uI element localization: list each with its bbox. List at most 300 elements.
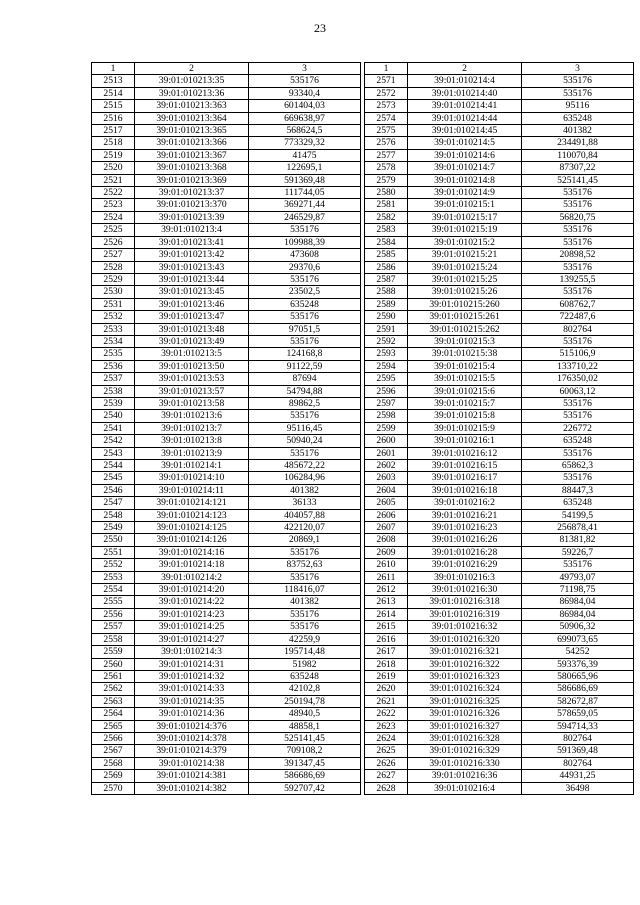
value-cell: 54199,5 (522, 509, 634, 521)
cadastral-number-cell: 39:01:010214:1 (135, 460, 249, 472)
cadastral-number-cell: 39:01:010215:38 (408, 348, 522, 360)
row-number-cell: 2565 (92, 720, 135, 732)
table-row (92, 323, 361, 335)
row-number-cell: 2589 (365, 298, 408, 310)
row-number-cell: 2574 (365, 112, 408, 124)
column-header: 3 (522, 63, 634, 75)
cadastral-number-cell: 39:01:010213:7 (135, 422, 249, 434)
row-number-cell: 2539 (92, 397, 135, 409)
cadastral-number-cell: 39:01:010214:376 (135, 720, 249, 732)
cadastral-number-cell: 39:01:010213:363 (135, 100, 249, 112)
row-number-cell: 2628 (365, 782, 408, 794)
row-number-cell: 2614 (365, 608, 408, 620)
cadastral-number-cell: 39:01:010216:15 (408, 460, 522, 472)
table-row (92, 782, 361, 794)
row-number-cell: 2521 (92, 174, 135, 186)
cadastral-number-cell: 39:01:010214:25 (135, 621, 249, 633)
row-number-cell: 2597 (365, 397, 408, 409)
row-number-cell: 2542 (92, 435, 135, 447)
cadastral-number-cell: 39:01:010216:320 (408, 633, 522, 645)
value-cell: 97051,5 (249, 323, 361, 335)
cadastral-number-cell: 39:01:010215:24 (408, 261, 522, 273)
table-row (365, 397, 634, 409)
table-row (92, 447, 361, 459)
value-cell: 51982 (249, 658, 361, 670)
row-number-cell: 2545 (92, 472, 135, 484)
value-cell: 535176 (249, 546, 361, 558)
table-row (365, 335, 634, 347)
table-row (92, 683, 361, 695)
cadastral-number-cell: 39:01:010213:9 (135, 447, 249, 459)
table-row (365, 509, 634, 521)
table-row (365, 75, 634, 87)
value-cell: 391347,45 (249, 757, 361, 769)
value-cell: 59226,7 (522, 546, 634, 558)
cadastral-number-cell: 39:01:010216:322 (408, 658, 522, 670)
row-number-cell: 2552 (92, 559, 135, 571)
cadastral-number-cell: 39:01:010214:10 (135, 472, 249, 484)
value-cell: 109988,39 (249, 236, 361, 248)
table-row (92, 149, 361, 161)
cadastral-number-cell: 39:01:010214:44 (408, 112, 522, 124)
value-cell: 535176 (522, 447, 634, 459)
row-number-cell: 2618 (365, 658, 408, 670)
cadastral-number-cell: 39:01:010213:41 (135, 236, 249, 248)
table-row (92, 633, 361, 645)
table-row (365, 298, 634, 310)
value-cell: 93340,4 (249, 87, 361, 99)
value-cell: 601404,03 (249, 100, 361, 112)
cadastral-number-cell: 39:01:010214:35 (135, 695, 249, 707)
row-number-cell: 2525 (92, 224, 135, 236)
value-cell: 71198,75 (522, 584, 634, 596)
row-number-cell: 2544 (92, 460, 135, 472)
cadastral-number-cell: 39:01:010214:379 (135, 745, 249, 757)
row-number-cell: 2593 (365, 348, 408, 360)
value-cell: 535176 (522, 410, 634, 422)
cadastral-number-cell: 39:01:010213:50 (135, 360, 249, 372)
table-row (365, 646, 634, 658)
cadastral-number-cell: 39:01:010213:44 (135, 273, 249, 285)
cadastral-number-cell: 39:01:010213:46 (135, 298, 249, 310)
value-cell: 20898,52 (522, 249, 634, 261)
cadastral-number-cell: 39:01:010213:37 (135, 187, 249, 199)
row-number-cell: 2518 (92, 137, 135, 149)
cadastral-number-cell: 39:01:010216:1 (408, 435, 522, 447)
value-cell: 106284,96 (249, 472, 361, 484)
table-row (365, 422, 634, 434)
row-number-cell: 2623 (365, 720, 408, 732)
value-cell: 60063,12 (522, 385, 634, 397)
value-cell: 401382 (522, 125, 634, 137)
cadastral-number-cell: 39:01:010216:3 (408, 571, 522, 583)
cadastral-number-cell: 39:01:010215:4 (408, 360, 522, 372)
cadastral-number-cell: 39:01:010214:378 (135, 732, 249, 744)
row-number-cell: 2528 (92, 261, 135, 273)
value-cell: 110070,84 (522, 149, 634, 161)
row-number-cell: 2526 (92, 236, 135, 248)
row-number-cell: 2519 (92, 149, 135, 161)
table-row (92, 385, 361, 397)
cadastral-number-cell: 39:01:010215:262 (408, 323, 522, 335)
table-row (92, 497, 361, 509)
row-number-cell: 2531 (92, 298, 135, 310)
table-row (365, 782, 634, 794)
table-row (365, 187, 634, 199)
value-cell: 48940,5 (249, 708, 361, 720)
cadastral-number-cell: 39:01:010213:48 (135, 323, 249, 335)
row-number-cell: 2514 (92, 87, 135, 99)
value-cell: 535176 (522, 224, 634, 236)
table-row (365, 596, 634, 608)
value-cell: 535176 (249, 621, 361, 633)
row-number-cell: 2546 (92, 484, 135, 496)
row-number-cell: 2621 (365, 695, 408, 707)
row-number-cell: 2603 (365, 472, 408, 484)
table-row (365, 621, 634, 633)
row-number-cell: 2604 (365, 484, 408, 496)
table-row (365, 732, 634, 744)
cadastral-number-cell: 39:01:010213:6 (135, 410, 249, 422)
cadastral-number-cell: 39:01:010214:40 (408, 87, 522, 99)
table-row (365, 559, 634, 571)
table-row (365, 100, 634, 112)
cadastral-number-cell: 39:01:010213:35 (135, 75, 249, 87)
row-number-cell: 2558 (92, 633, 135, 645)
value-cell: 56820,75 (522, 211, 634, 223)
value-cell: 535176 (522, 75, 634, 87)
row-number-cell: 2578 (365, 162, 408, 174)
cadastral-number-cell: 39:01:010214:7 (408, 162, 522, 174)
row-number-cell: 2548 (92, 509, 135, 521)
table-row (365, 571, 634, 583)
row-number-cell: 2516 (92, 112, 135, 124)
row-number-cell: 2532 (92, 311, 135, 323)
row-number-cell: 2523 (92, 199, 135, 211)
value-cell: 535176 (249, 410, 361, 422)
column-header: 1 (92, 63, 135, 75)
value-cell: 535176 (522, 199, 634, 211)
table-row (92, 720, 361, 732)
table-row (365, 360, 634, 372)
cadastral-number-cell: 39:01:010214:121 (135, 497, 249, 509)
cadastral-number-cell: 39:01:010216:21 (408, 509, 522, 521)
row-number-cell: 2586 (365, 261, 408, 273)
table-row (365, 236, 634, 248)
cadastral-number-cell: 39:01:010214:11 (135, 484, 249, 496)
table-row (365, 87, 634, 99)
cadastral-number-cell: 39:01:010214:125 (135, 522, 249, 534)
row-number-cell: 2559 (92, 646, 135, 658)
table-row (92, 522, 361, 534)
row-number-cell: 2561 (92, 670, 135, 682)
row-number-cell: 2609 (365, 546, 408, 558)
table-row (92, 187, 361, 199)
cadastral-number-cell: 39:01:010215:19 (408, 224, 522, 236)
cadastral-number-cell: 39:01:010215:3 (408, 335, 522, 347)
value-cell: 42102,8 (249, 683, 361, 695)
value-cell: 535176 (249, 75, 361, 87)
value-cell: 20869,1 (249, 534, 361, 546)
value-cell: 473608 (249, 249, 361, 261)
row-number-cell: 2605 (365, 497, 408, 509)
cadastral-number-cell: 39:01:010214:16 (135, 546, 249, 558)
value-cell: 580665,96 (522, 670, 634, 682)
cadastral-number-cell: 39:01:010214:20 (135, 584, 249, 596)
row-number-cell: 2611 (365, 571, 408, 583)
value-cell: 401382 (249, 596, 361, 608)
table-row (92, 410, 361, 422)
column-header: 2 (408, 63, 522, 75)
value-cell: 535176 (249, 447, 361, 459)
row-number-cell: 2557 (92, 621, 135, 633)
table-row (365, 224, 634, 236)
row-number-cell: 2619 (365, 670, 408, 682)
cadastral-number-cell: 39:01:010213:8 (135, 435, 249, 447)
table-row (92, 571, 361, 583)
cadastral-number-cell: 39:01:010214:382 (135, 782, 249, 794)
value-cell: 65862,3 (522, 460, 634, 472)
row-number-cell: 2543 (92, 447, 135, 459)
cadastral-number-cell: 39:01:010214:36 (135, 708, 249, 720)
row-number-cell: 2585 (365, 249, 408, 261)
table-row (92, 584, 361, 596)
table-row (92, 360, 361, 372)
row-number-cell: 2615 (365, 621, 408, 633)
table-row (365, 211, 634, 223)
page-number: 23 (314, 21, 326, 35)
row-number-cell: 2550 (92, 534, 135, 546)
cadastral-number-cell: 39:01:010214:38 (135, 757, 249, 769)
table-row (92, 211, 361, 223)
table-row (365, 435, 634, 447)
row-number-cell: 2530 (92, 286, 135, 298)
value-cell: 124168,8 (249, 348, 361, 360)
cadastral-number-cell: 39:01:010213:39 (135, 211, 249, 223)
cadastral-number-cell: 39:01:010216:4 (408, 782, 522, 794)
table-row (365, 546, 634, 558)
table-row (92, 261, 361, 273)
row-number-cell: 2577 (365, 149, 408, 161)
row-number-cell: 2594 (365, 360, 408, 372)
table-row (92, 373, 361, 385)
table-row (92, 757, 361, 769)
row-number-cell: 2560 (92, 658, 135, 670)
table-row (365, 348, 634, 360)
row-number-cell: 2571 (365, 75, 408, 87)
table-row (365, 695, 634, 707)
cadastral-number-cell: 39:01:010213:5 (135, 348, 249, 360)
value-cell: 89862,5 (249, 397, 361, 409)
table-row (92, 75, 361, 87)
cadastral-number-cell: 39:01:010213:43 (135, 261, 249, 273)
cadastral-number-cell: 39:01:010213:36 (135, 87, 249, 99)
table-row (365, 683, 634, 695)
table-row (92, 236, 361, 248)
row-number-cell: 2617 (365, 646, 408, 658)
value-cell: 535176 (249, 273, 361, 285)
value-cell: 369271,44 (249, 199, 361, 211)
cadastral-number-cell: 39:01:010215:9 (408, 422, 522, 434)
cadastral-number-cell: 39:01:010216:321 (408, 646, 522, 658)
table-row (92, 100, 361, 112)
cadastral-number-cell: 39:01:010213:57 (135, 385, 249, 397)
table-row (365, 522, 634, 534)
table-row (92, 596, 361, 608)
column-header: 2 (135, 63, 249, 75)
value-cell: 122695,1 (249, 162, 361, 174)
cadastral-number-cell: 39:01:010213:58 (135, 397, 249, 409)
value-cell: 568624,5 (249, 125, 361, 137)
table-row (92, 87, 361, 99)
value-cell: 722487,6 (522, 311, 634, 323)
table-row (365, 497, 634, 509)
cadastral-number-cell: 39:01:010213:49 (135, 335, 249, 347)
table-row (92, 509, 361, 521)
value-cell: 401382 (249, 484, 361, 496)
row-number-cell: 2515 (92, 100, 135, 112)
table-row (365, 447, 634, 459)
cadastral-number-cell: 39:01:010214:381 (135, 770, 249, 782)
value-cell: 234491,88 (522, 137, 634, 149)
cadastral-number-cell: 39:01:010215:17 (408, 211, 522, 223)
cadastral-number-cell: 39:01:010215:1 (408, 199, 522, 211)
row-number-cell: 2554 (92, 584, 135, 596)
row-number-cell: 2613 (365, 596, 408, 608)
table-row (365, 373, 634, 385)
row-number-cell: 2596 (365, 385, 408, 397)
value-cell: 87694 (249, 373, 361, 385)
cadastral-number-cell: 39:01:010213:47 (135, 311, 249, 323)
cadastral-number-cell: 39:01:010216:17 (408, 472, 522, 484)
row-number-cell: 2534 (92, 335, 135, 347)
value-cell: 773329,32 (249, 137, 361, 149)
cadastral-number-cell: 39:01:010214:33 (135, 683, 249, 695)
value-cell: 535176 (522, 472, 634, 484)
row-number-cell: 2553 (92, 571, 135, 583)
table-row (365, 125, 634, 137)
value-cell: 404057,88 (249, 509, 361, 521)
table-row (92, 335, 361, 347)
row-number-cell: 2591 (365, 323, 408, 335)
cadastral-number-cell: 39:01:010214:3 (135, 646, 249, 658)
value-cell: 669638,97 (249, 112, 361, 124)
row-number-cell: 2563 (92, 695, 135, 707)
table-row (92, 658, 361, 670)
table-row (92, 435, 361, 447)
row-number-cell: 2587 (365, 273, 408, 285)
cadastral-number-cell: 39:01:010216:36 (408, 770, 522, 782)
cadastral-number-cell: 39:01:010216:327 (408, 720, 522, 732)
value-cell: 250194,78 (249, 695, 361, 707)
value-cell: 535176 (522, 397, 634, 409)
table-row (365, 584, 634, 596)
row-number-cell: 2536 (92, 360, 135, 372)
value-cell: 535176 (249, 608, 361, 620)
cadastral-number-cell: 39:01:010213:42 (135, 249, 249, 261)
cadastral-number-cell: 39:01:010213:4 (135, 224, 249, 236)
cadastral-number-cell: 39:01:010215:26 (408, 286, 522, 298)
value-cell: 49793,07 (522, 571, 634, 583)
cadastral-number-cell: 39:01:010213:367 (135, 149, 249, 161)
row-number-cell: 2579 (365, 174, 408, 186)
value-cell: 118416,07 (249, 584, 361, 596)
row-number-cell: 2590 (365, 311, 408, 323)
table-row (92, 298, 361, 310)
row-number-cell: 2626 (365, 757, 408, 769)
value-cell: 535176 (249, 311, 361, 323)
cadastral-number-cell: 39:01:010214:27 (135, 633, 249, 645)
value-cell: 41475 (249, 149, 361, 161)
cadastral-number-cell: 39:01:010215:7 (408, 397, 522, 409)
value-cell: 485672,22 (249, 460, 361, 472)
value-cell: 95116 (522, 100, 634, 112)
table-row (92, 112, 361, 124)
row-number-cell: 2606 (365, 509, 408, 521)
value-cell: 535176 (522, 286, 634, 298)
cadastral-number-cell: 39:01:010216:326 (408, 708, 522, 720)
table-row (365, 770, 634, 782)
table-row (365, 745, 634, 757)
value-cell: 591369,48 (249, 174, 361, 186)
value-cell: 111744,05 (249, 187, 361, 199)
cadastral-number-cell: 39:01:010215:2 (408, 236, 522, 248)
cadastral-number-cell: 39:01:010214:2 (135, 571, 249, 583)
value-cell: 535176 (249, 224, 361, 236)
row-number-cell: 2620 (365, 683, 408, 695)
value-cell: 95116,45 (249, 422, 361, 434)
row-number-cell: 2549 (92, 522, 135, 534)
cadastral-number-cell: 39:01:010216:328 (408, 732, 522, 744)
table-row (92, 546, 361, 558)
cadastral-number-cell: 39:01:010214:18 (135, 559, 249, 571)
cadastral-number-cell: 39:01:010215:8 (408, 410, 522, 422)
cadastral-number-cell: 39:01:010214:5 (408, 137, 522, 149)
left-data-table (91, 62, 361, 795)
table-row (92, 348, 361, 360)
cadastral-number-cell: 39:01:010216:12 (408, 447, 522, 459)
value-cell: 139255,5 (522, 273, 634, 285)
value-cell: 515106,9 (522, 348, 634, 360)
cadastral-number-cell: 39:01:010214:23 (135, 608, 249, 620)
left-table-body (92, 75, 361, 795)
cadastral-number-cell: 39:01:010216:29 (408, 559, 522, 571)
table-row (365, 261, 634, 273)
value-cell: 582672,87 (522, 695, 634, 707)
cadastral-number-cell: 39:01:010214:126 (135, 534, 249, 546)
table-header-row (365, 63, 634, 75)
row-number-cell: 2562 (92, 683, 135, 695)
row-number-cell: 2608 (365, 534, 408, 546)
value-cell: 635248 (522, 435, 634, 447)
cadastral-number-cell: 39:01:010214:22 (135, 596, 249, 608)
row-number-cell: 2582 (365, 211, 408, 223)
value-cell: 535176 (249, 571, 361, 583)
value-cell: 54794,88 (249, 385, 361, 397)
row-number-cell: 2627 (365, 770, 408, 782)
cadastral-number-cell: 39:01:010216:324 (408, 683, 522, 695)
table-row (365, 608, 634, 620)
table-row (92, 745, 361, 757)
table-row (92, 286, 361, 298)
value-cell: 256878,41 (522, 522, 634, 534)
row-number-cell: 2610 (365, 559, 408, 571)
row-number-cell: 2601 (365, 447, 408, 459)
row-number-cell: 2520 (92, 162, 135, 174)
table-row (365, 323, 634, 335)
value-cell: 535176 (249, 335, 361, 347)
table-row (365, 658, 634, 670)
